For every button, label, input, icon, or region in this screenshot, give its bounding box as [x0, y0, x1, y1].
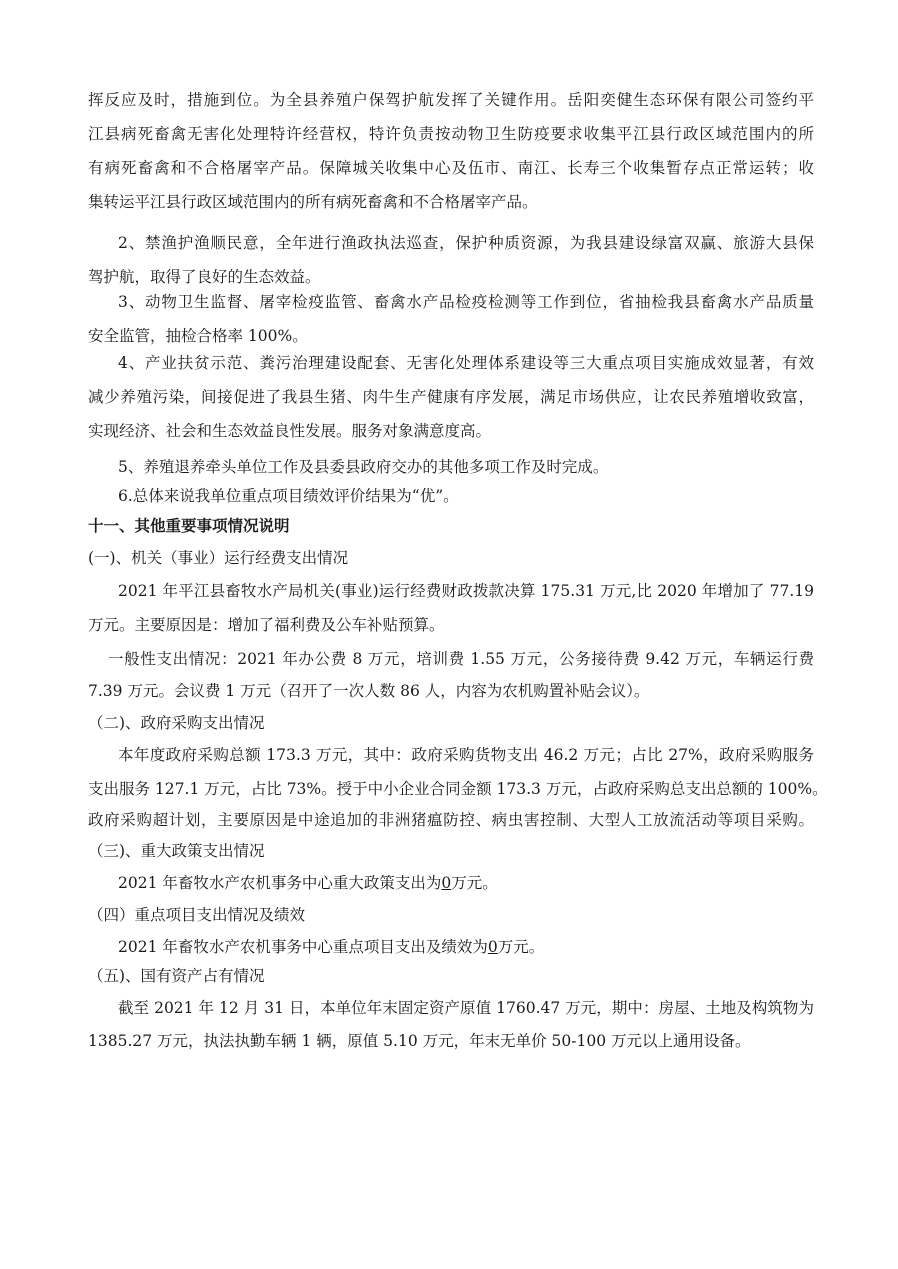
- subsection-title: （五)、国有资产占有情况: [88, 967, 265, 985]
- paragraph-line: 挥反应及时，措施到位。为全县养殖户保驾护航发挥了关键作用。岳阳奕健生态环保有限公司签约平: [88, 91, 814, 109]
- paragraph-line: 驾护航，取得了良好的生态效益。: [88, 268, 321, 286]
- paragraph-line: 7.39 万元。会议费 1 万元（召开了一次人数 86 人，内容为农机购置补贴会议）。: [88, 682, 650, 700]
- text-run: 万元。: [497, 938, 545, 956]
- paragraph-line: 减少养殖污染，间接促进了我县生猪、肉牛生产健康有序发展，满足市场供应，让农民养殖增收致富，: [88, 388, 814, 406]
- paragraph-line: 江县病死畜禽无害化处理特许经营权，特许负责按动物卫生防疫要求收集平江县行政区域范围内的所: [88, 125, 814, 143]
- subsection-title: （三)、重大政策支出情况: [88, 842, 265, 860]
- paragraph-line: 6.总体来说我单位重点项目绩效评价结果为“优”。: [118, 487, 459, 505]
- text-run: 万元。: [451, 874, 498, 892]
- paragraph-line: 4、产业扶贫示范、粪污治理建设配套、无害化处理体系建设等三大重点项目实施成效显著，有效: [118, 354, 814, 372]
- paragraph-line: 一般性支出情况：2021 年办公费 8 万元，培训费 1.55 万元，公务接待费 9.42 万元，车辆运行费: [108, 650, 814, 668]
- section-heading: 十一、其他重要事项情况说明: [88, 517, 290, 535]
- paragraph-line: 政府采购超计划，主要原因是中途追加的非洲猪瘟防控、病虫害控制、大型人工放流活动等项目采购。: [88, 811, 814, 829]
- subsection-title: （二)、政府采购支出情况: [88, 714, 265, 732]
- paragraph-line: 集转运平江县行政区域范围内的所有病死畜禽和不合格屠宰产品。: [88, 193, 538, 211]
- paragraph-line: 有病死畜禽和不合格屠宰产品。保障城关收集中心及伍市、南江、长寿三个收集暂存点正常运转；收: [88, 159, 814, 177]
- paragraph-line: [118, 872, 498, 894]
- paragraph-line: 3、动物卫生监督、屠宰检疫监管、畜禽水产品检疫检测等工作到位，省抽检我县畜禽水产品质量: [118, 293, 814, 311]
- paragraph-line: 本年度政府采购总额 173.3 万元，其中：政府采购货物支出 46.2 万元；占比 27%，政府采购服务: [118, 746, 814, 764]
- underlined-value: 0: [441, 874, 452, 892]
- paragraph-line: 1385.27 万元，执法执勤车辆 1 辆，原值 5.10 万元，年末无单价 50-100 万元以上通用设备。: [88, 1032, 751, 1050]
- paragraph-line: 截至 2021 年 12 月 31 日，本单位年末固定资产原值 1760.47 万元，期中：房屋、土地及构筑物为: [118, 999, 814, 1017]
- paragraph-line: 5、养殖退养牵头单位工作及县委县政府交办的其他多项工作及时完成。: [118, 458, 609, 476]
- paragraph-line: 2021 年平江县畜牧水产局机关(事业)运行经费财政拨款决算 175.31 万元,比 2020 年增加了 77.19: [118, 582, 814, 600]
- paragraph-line: [118, 936, 544, 958]
- paragraph-line: 万元。主要原因是：增加了福利费及公车补贴预算。: [88, 616, 445, 634]
- paragraph-line: 支出服务 127.1 万元，占比 73%。授于中小企业合同金额 173.3 万元，占政府采购总支出总额的 100%。: [88, 780, 828, 798]
- underlined-value: 0: [487, 938, 498, 956]
- text-run: 2021 年畜牧水产农机事务中心重大政策支出为: [118, 874, 442, 892]
- paragraph-line: 实现经济、社会和生态效益良性发展。服务对象满意度高。: [88, 422, 492, 440]
- paragraph-line: 安全监管，抽检合格率 100%。: [88, 327, 308, 345]
- subsection-title: (一)、机关（事业）运行经费支出情况: [88, 549, 349, 567]
- paragraph-line: 2、禁渔护渔顺民意，全年进行渔政执法巡查，保护种质资源，为我县建设绿富双赢、旅游大县保: [118, 234, 814, 252]
- text-run: 2021 年畜牧水产农机事务中心重点项目支出及绩效为: [118, 938, 488, 956]
- subsection-title: （四）重点项目支出情况及绩效: [88, 906, 306, 924]
